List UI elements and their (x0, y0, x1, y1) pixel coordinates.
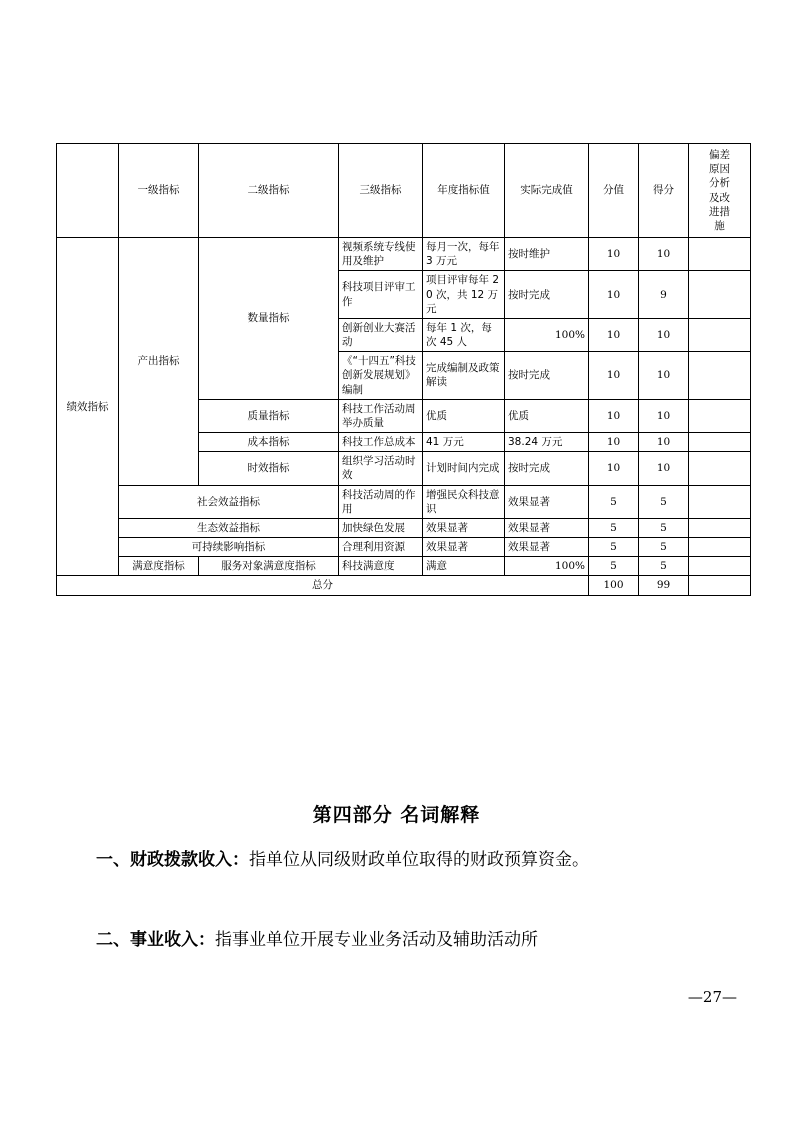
cell-score-max: 10 (589, 318, 639, 351)
cell-total-score-max: 100 (589, 576, 639, 595)
cell-deviation (689, 433, 751, 452)
part-title: 第四部分 名词解释 (312, 804, 481, 826)
cell-level3: 科技项目评审工作 (339, 271, 423, 319)
cell-target: 优质 (423, 399, 505, 432)
cell-score-max: 5 (589, 518, 639, 537)
paragraph-business-income (62, 920, 734, 960)
table-row (57, 557, 751, 576)
cell-score-max: 5 (589, 538, 639, 557)
cell-deviation (689, 238, 751, 271)
header-level2: 二级指标 (199, 144, 339, 238)
cell-ecological-benefit-indicator: 生态效益指标 (119, 518, 339, 537)
cell-level3: 科技活动周的作用 (339, 485, 423, 518)
term-label-financial-appropriation: 一、财政拨款收入： (96, 850, 249, 870)
cell-actual: 效果显著 (505, 518, 589, 537)
cell-score-max: 10 (589, 452, 639, 485)
cell-score-max: 5 (589, 557, 639, 576)
cell-score-max: 10 (589, 399, 639, 432)
cell-score: 10 (639, 452, 689, 485)
cell-score-max: 10 (589, 238, 639, 271)
table-header-row (57, 144, 751, 238)
cell-level3: 科技工作活动周举办质量 (339, 399, 423, 432)
cell-target: 增强民众科技意识 (423, 485, 505, 518)
cell-target: 效果显著 (423, 518, 505, 537)
header-level3: 三级指标 (339, 144, 423, 238)
cell-score: 5 (639, 518, 689, 537)
cell-score: 10 (639, 399, 689, 432)
cell-target: 计划时间内完成 (423, 452, 505, 485)
cell-actual: 按时完成 (505, 352, 589, 400)
cell-score-max: 10 (589, 433, 639, 452)
header-score: 得分 (639, 144, 689, 238)
cell-score: 10 (639, 352, 689, 400)
cell-cost-indicator: 成本指标 (199, 433, 339, 452)
cell-score: 5 (639, 557, 689, 576)
cell-level3: 《“十四五”科技创新发展规划》编制 (339, 352, 423, 400)
cell-quantity-indicator: 数量指标 (199, 238, 339, 400)
cell-level3: 视频系统专线使用及维护 (339, 238, 423, 271)
cell-sustainable-impact-indicator: 可持续影响指标 (119, 538, 339, 557)
cell-score-max: 10 (589, 271, 639, 319)
cell-deviation (689, 352, 751, 400)
cell-performance-indicator: 绩效指标 (57, 238, 119, 576)
cell-output-indicator: 产出指标 (119, 238, 199, 486)
cell-score-max: 5 (589, 485, 639, 518)
cell-score: 10 (639, 238, 689, 271)
cell-deviation (689, 318, 751, 351)
cell-actual: 100% (505, 318, 589, 351)
cell-deviation (689, 485, 751, 518)
header-actual-value: 实际完成值 (505, 144, 589, 238)
cell-score: 9 (639, 271, 689, 319)
table-row (57, 518, 751, 537)
header-level1: 一级指标 (119, 144, 199, 238)
table-row (57, 538, 751, 557)
cell-quality-indicator: 质量指标 (199, 399, 339, 432)
cell-deviation (689, 271, 751, 319)
cell-score-max: 10 (589, 352, 639, 400)
cell-total-label: 总分 (57, 576, 589, 595)
cell-actual: 100% (505, 557, 589, 576)
term-text-business-income: 指事业单位开展专业业务活动及辅助活动所 (215, 930, 538, 950)
header-annual-target: 年度指标值 (423, 144, 505, 238)
cell-level3: 科技满意度 (339, 557, 423, 576)
cell-target: 项目评审每年 20 次，共 12 万元 (423, 271, 505, 319)
cell-total-score: 99 (639, 576, 689, 595)
cell-actual: 效果显著 (505, 485, 589, 518)
cell-target: 完成编制及政策解读 (423, 352, 505, 400)
cell-score: 5 (639, 538, 689, 557)
cell-actual: 按时维护 (505, 238, 589, 271)
header-blank (57, 144, 119, 238)
paragraph-financial-appropriation (62, 840, 734, 880)
header-deviation-analysis: 偏差原因分析及改进措施 (689, 144, 751, 238)
cell-deviation (689, 518, 751, 537)
cell-total-deviation (689, 576, 751, 595)
cell-actual: 优质 (505, 399, 589, 432)
cell-score: 10 (639, 318, 689, 351)
term-label-business-income: 二、事业收入： (96, 930, 215, 950)
table-row (57, 485, 751, 518)
cell-target: 每月一次，每年 3 万元 (423, 238, 505, 271)
cell-actual: 按时完成 (505, 271, 589, 319)
cell-level3: 加快绿色发展 (339, 518, 423, 537)
cell-level3: 合理利用资源 (339, 538, 423, 557)
cell-level3: 创新创业大赛活动 (339, 318, 423, 351)
cell-actual: 效果显著 (505, 538, 589, 557)
cell-level3: 组织学习活动时效 (339, 452, 423, 485)
performance-indicator-table (56, 143, 750, 596)
cell-target: 满意 (423, 557, 505, 576)
table-total-row (57, 576, 751, 595)
header-score-max: 分值 (589, 144, 639, 238)
page-number: —27— (687, 988, 737, 1006)
cell-target: 效果显著 (423, 538, 505, 557)
cell-deviation (689, 557, 751, 576)
cell-satisfaction-indicator: 满意度指标 (119, 557, 199, 576)
cell-target: 每年 1 次，每次 45 人 (423, 318, 505, 351)
cell-score: 10 (639, 433, 689, 452)
cell-timeliness-indicator: 时效指标 (199, 452, 339, 485)
term-text-financial-appropriation: 指单位从同级财政单位取得的财政预算资金。 (249, 850, 589, 870)
cell-target: 41 万元 (423, 433, 505, 452)
cell-deviation (689, 538, 751, 557)
cell-service-satisfaction-indicator: 服务对象满意度指标 (199, 557, 339, 576)
cell-social-benefit-indicator: 社会效益指标 (119, 485, 339, 518)
cell-score: 5 (639, 485, 689, 518)
cell-level3: 科技工作总成本 (339, 433, 423, 452)
cell-actual: 按时完成 (505, 452, 589, 485)
cell-deviation (689, 452, 751, 485)
cell-deviation (689, 399, 751, 432)
cell-actual: 38.24 万元 (505, 433, 589, 452)
table-row (57, 238, 751, 271)
